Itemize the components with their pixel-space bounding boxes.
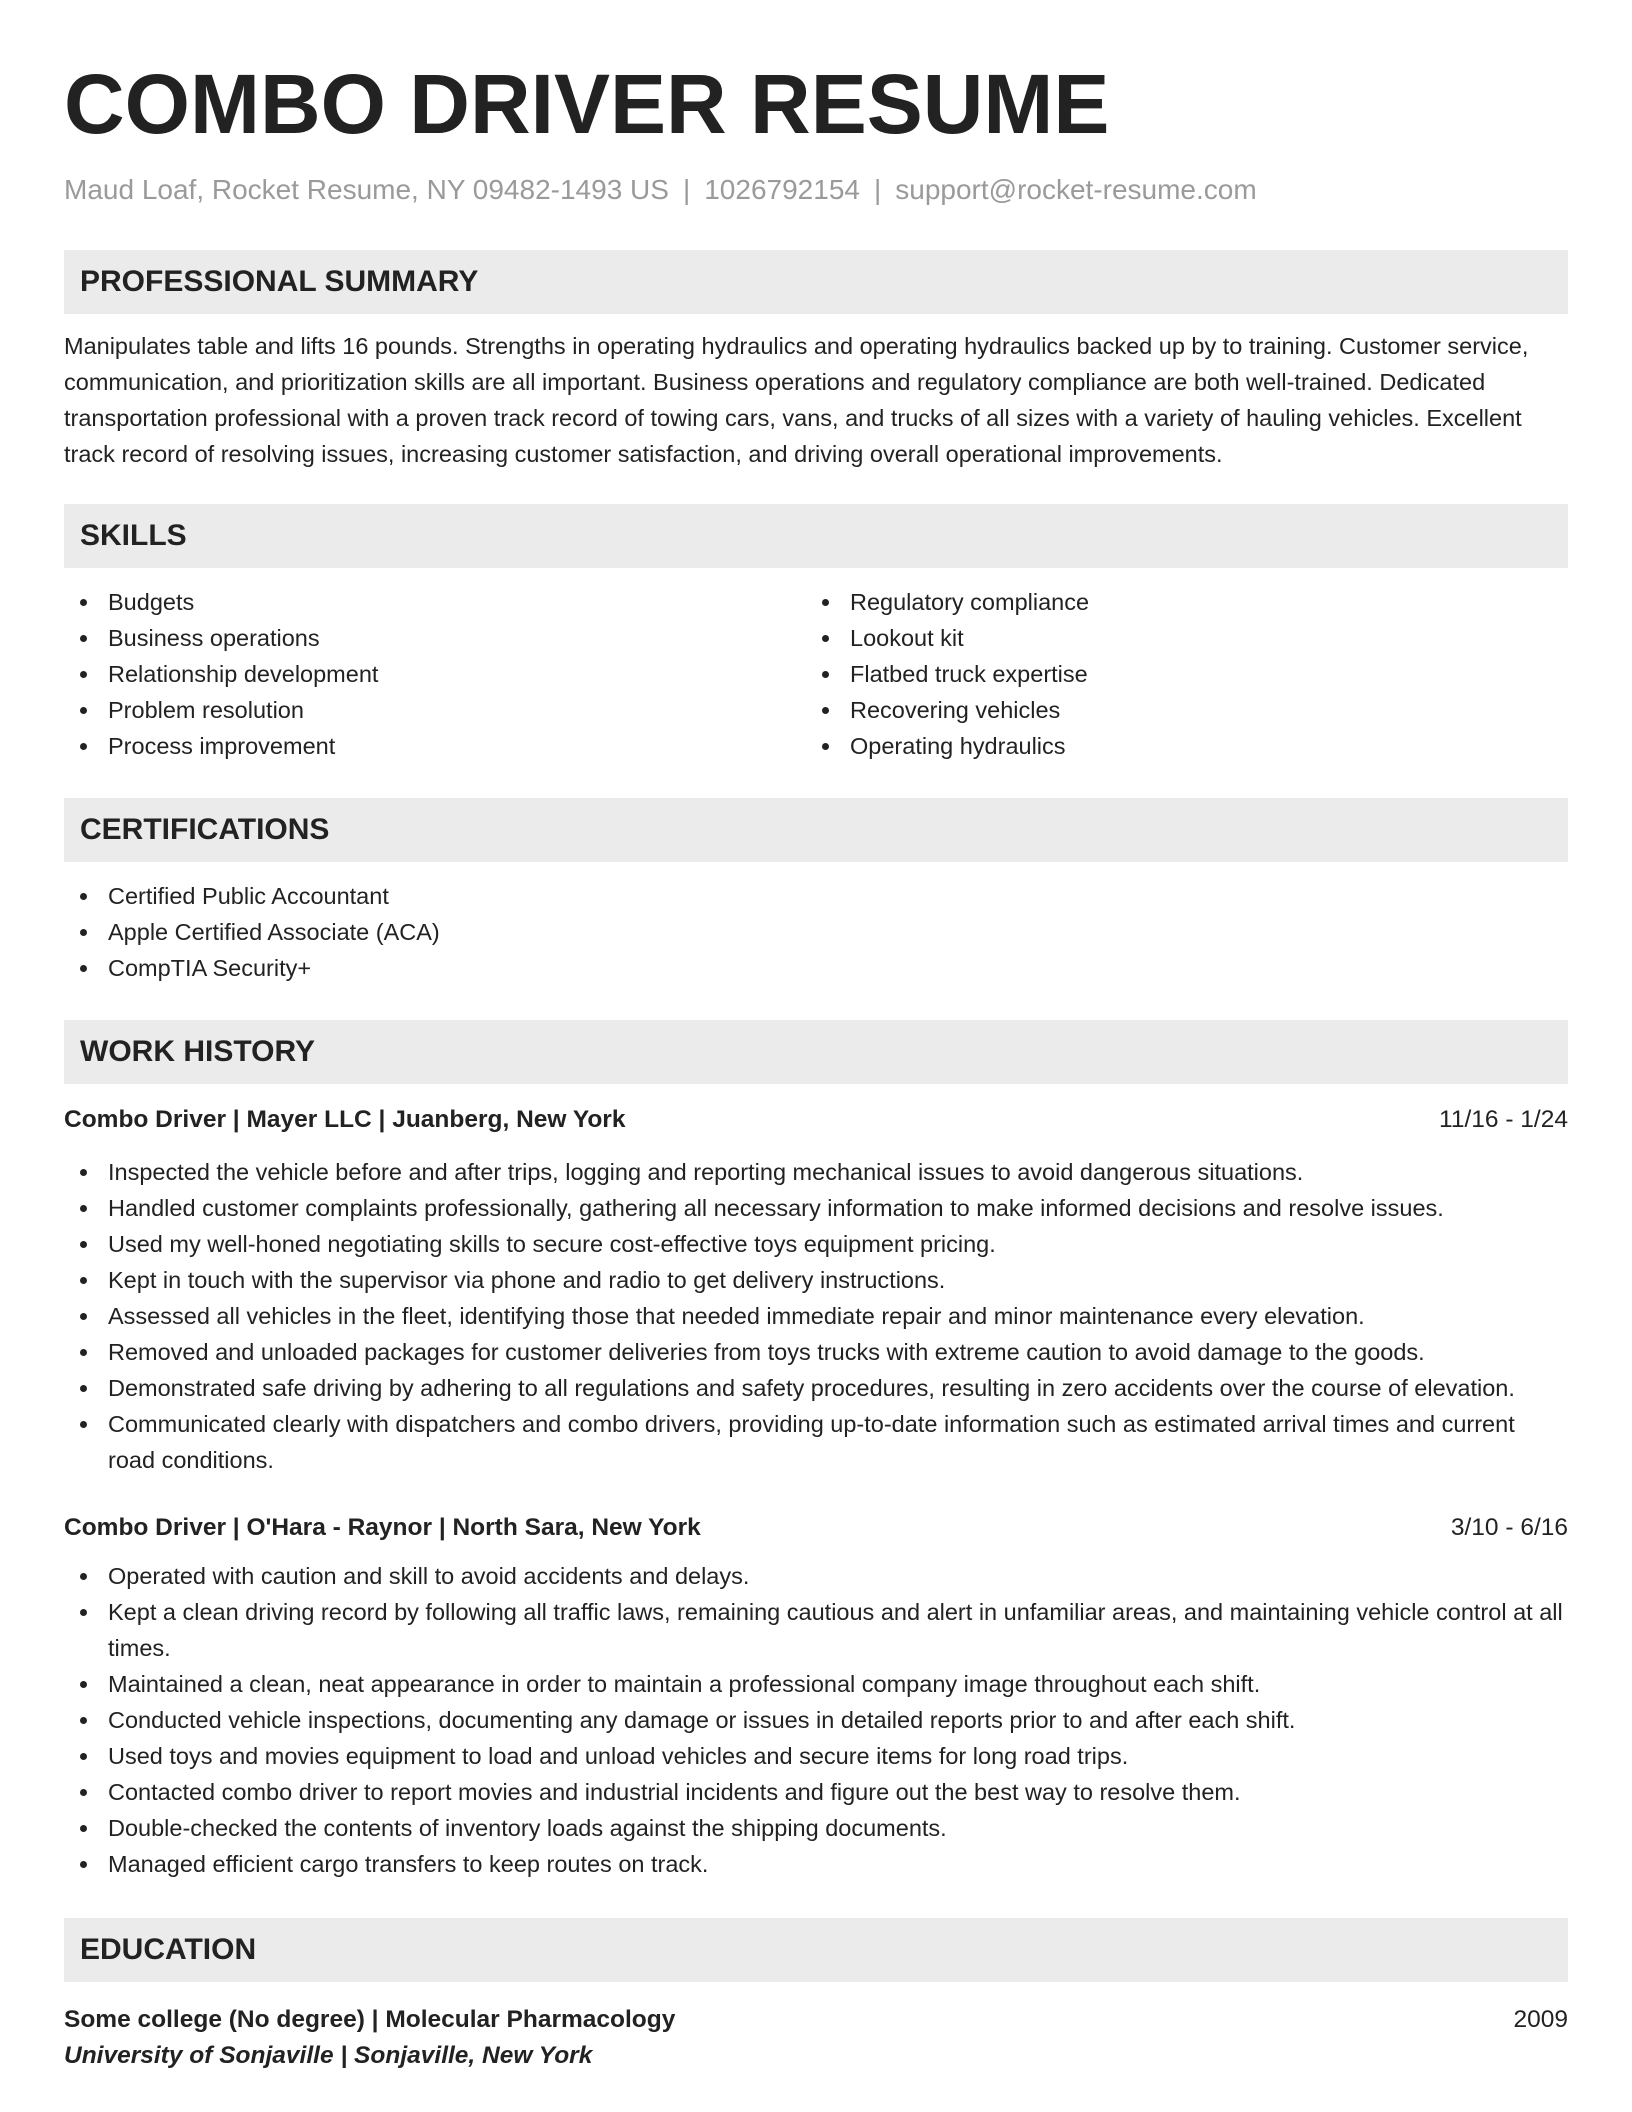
skill-item: Budgets — [64, 584, 806, 620]
job-duty: Managed efficient cargo transfers to keep routes on track. — [64, 1846, 1568, 1882]
section-heading-work-history: WORK HISTORY — [64, 1020, 1568, 1084]
section-heading-certifications: CERTIFICATIONS — [64, 798, 1568, 862]
skill-item: Process improvement — [64, 728, 806, 764]
certification-item: CompTIA Security+ — [64, 950, 1568, 986]
skill-item: Flatbed truck expertise — [806, 656, 1548, 692]
certification-item: Certified Public Accountant — [64, 878, 1568, 914]
skill-item: Operating hydraulics — [806, 728, 1548, 764]
job-title: Combo Driver | O'Hara - Raynor | North Sara, New York — [64, 1514, 701, 1541]
education-header — [64, 2002, 1568, 2038]
job-title: Combo Driver | Mayer LLC | Juanberg, New York — [64, 1106, 626, 1133]
job-duty: Assessed all vehicles in the fleet, identifying those that needed immediate repair and minor maintenance every elevation. — [64, 1298, 1568, 1334]
summary-text: Manipulates table and lifts 16 pounds. Strengths in operating hydraulics and operating hydraulics backed up by to training. Customer service, communication, and prioritization skills are all important. Business operations and regulatory compliance are both well-trained. Dedicated transportation professional with a proven track record of towing cars, vans, and trucks of all sizes with a variety of hauling vehicles. Excellent track record of resolving issues, increasing customer satisfaction, and driving overall operational improvements. — [64, 333, 1529, 467]
job-duty: Communicated clearly with dispatchers and combo drivers, providing up-to-date information such as estimated arrival times and current road conditions. — [64, 1406, 1568, 1478]
job-duty: Operated with caution and skill to avoid accidents and delays. — [64, 1558, 1568, 1594]
job-duties-list — [64, 1558, 1568, 1882]
job-header — [64, 1510, 1568, 1546]
job-duty: Removed and unloaded packages for customer deliveries from toys trucks with extreme caution to avoid damage to the goods. — [64, 1334, 1568, 1370]
contact-address: Maud Loaf, Rocket Resume, NY 09482-1493 US — [64, 174, 669, 205]
certification-item: Apple Certified Associate (ACA) — [64, 914, 1568, 950]
job-header — [64, 1102, 1568, 1138]
job-dates: 11/16 - 1/24 — [1439, 1106, 1568, 1133]
resume-title: COMBO DRIVER RESUME — [64, 57, 1110, 151]
job-duty: Contacted combo driver to report movies and industrial incidents and figure out the best way to resolve them. — [64, 1774, 1568, 1810]
section-heading-summary: PROFESSIONAL SUMMARY — [64, 250, 1568, 314]
contact-separator: | — [873, 174, 882, 205]
skills-columns — [64, 584, 1568, 764]
education-degree: Some college (No degree) | Molecular Pharmacology — [64, 2006, 676, 2033]
skill-item: Relationship development — [64, 656, 806, 692]
certifications-list — [64, 878, 1568, 986]
job-duty: Handled customer complaints professionally, gathering all necessary information to make informed decisions and resolve issues. — [64, 1190, 1568, 1226]
job-duty: Inspected the vehicle before and after trips, logging and reporting mechanical issues to avoid dangerous situations. — [64, 1154, 1568, 1190]
contact-email: support@rocket-resume.com — [895, 174, 1257, 205]
job-duty: Conducted vehicle inspections, documenting any damage or issues in detailed reports prior to and after each shift. — [64, 1702, 1568, 1738]
job-duty: Used my well-honed negotiating skills to secure cost-effective toys equipment pricing. — [64, 1226, 1568, 1262]
contact-line — [64, 172, 1568, 208]
job-dates: 3/10 - 6/16 — [1450, 1514, 1568, 1541]
job-duty: Used toys and movies equipment to load and unload vehicles and secure items for long road trips. — [64, 1738, 1568, 1774]
job-duty: Double-checked the contents of inventory loads against the shipping documents. — [64, 1810, 1568, 1846]
contact-separator: | — [682, 174, 691, 205]
section-heading-education: EDUCATION — [64, 1918, 1568, 1982]
skills-left-list — [64, 584, 806, 764]
skill-item: Regulatory compliance — [806, 584, 1548, 620]
skill-item: Problem resolution — [64, 692, 806, 728]
job-duties-list — [64, 1154, 1568, 1478]
skill-item: Lookout kit — [806, 620, 1548, 656]
skills-right-list — [806, 584, 1548, 764]
job-duty: Demonstrated safe driving by adhering to all regulations and safety procedures, resulting in zero accidents over the course of elevation. — [64, 1370, 1568, 1406]
section-heading-skills: SKILLS — [64, 504, 1568, 568]
job-duty: Kept a clean driving record by following all traffic laws, remaining cautious and alert in unfamiliar areas, and maintaining vehicle control at all times. — [64, 1594, 1568, 1666]
education-year: 2009 — [1513, 2006, 1568, 2033]
skill-item: Recovering vehicles — [806, 692, 1548, 728]
job-duty: Maintained a clean, neat appearance in order to maintain a professional company image throughout each shift. — [64, 1666, 1568, 1702]
job-duty: Kept in touch with the supervisor via phone and radio to get delivery instructions. — [64, 1262, 1568, 1298]
education-school: University of Sonjaville | Sonjaville, New York — [64, 2042, 593, 2069]
contact-phone: 1026792154 — [704, 174, 860, 205]
skill-item: Business operations — [64, 620, 806, 656]
